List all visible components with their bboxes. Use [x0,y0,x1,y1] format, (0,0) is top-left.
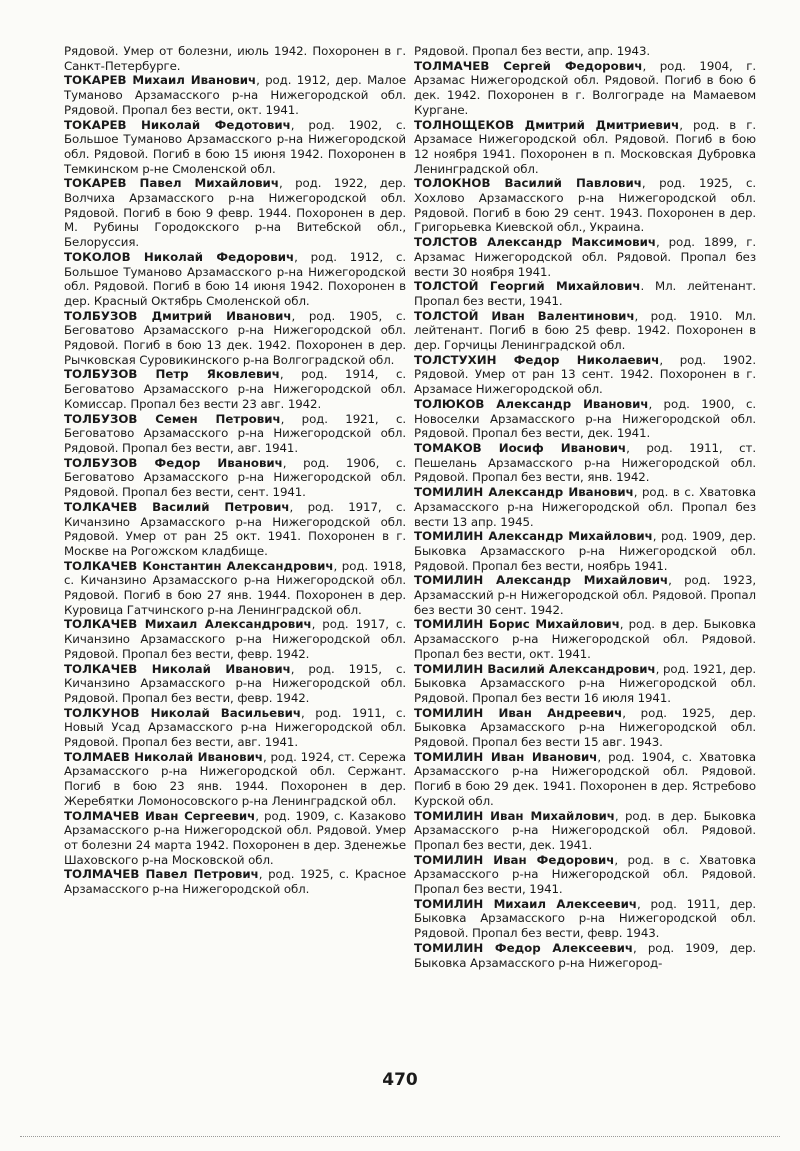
entry [64,176,406,250]
entry [64,559,406,618]
entry-text: , род. 1917, с. Кичанзино Арзамасского р-на Нижегородской обл. Рядовой. Умер от ран 25 окт. 1941. Похоронен в г. Москве на Рогожском кладбище. [64,499,406,558]
entry-name: ТОКАРЕВ Николай Федотович [64,117,291,132]
entry-text: , род. 1922, дер. Волчиха Арзамасского р-на Нижегородской обл. Рядовой. Погиб в бою 9 февр. 1944. Похоронен в дер. М. Рубины Городокского р-на Витебской обл., Белоруссия. [64,176,406,250]
entry [414,529,756,573]
entry [414,44,756,59]
entry-text: , род. 1902. Рядовой. Умер от ран 13 сент. 1942. Похоронен в г. Арзамасе Нижегородской обл. [414,352,756,397]
entry [64,118,406,177]
entry [414,118,756,177]
entry-text: , род. 1911, с. Новый Усад Арзамасского р-на Нижегородской обл. Рядовой. Пропал без вести, авг. 1941. [64,705,406,750]
entry-text: , род. 1923, Арзамасский р-н Нижегородской обл. Рядовой. Пропал без вести 30 сент. 1942. [414,573,756,617]
entry-text: , род. 1912, дер. Малое Туманово Арзамасского р-на Нижегородской обл. Рядовой. Пропал без вести, окт. 1941. [64,73,406,117]
entry-text: , род. 1904, с. Хватовка Арзамасского р-на Нижегородской обл. Рядовой. Погиб в бою 29 дек. 1941. Похоронен в дер. Ястребово Курской обл. [414,749,756,808]
entry [414,706,756,750]
entry-name: ТОМИЛИН Василий Александрович [414,661,656,676]
entry-name: ТОЛСТОЙ Иван Валентинович [414,308,635,323]
entry [414,235,756,279]
entry [414,662,756,706]
entry [64,706,406,750]
entry-text: , род. 1911, ст. Пешелань Арзамасского р-на Нижегородской обл. Рядовой. Пропал без вести, янв. 1942. [414,440,756,485]
entry [414,750,756,809]
entry-name: ТОМИЛИН Александр Иванович [414,485,634,500]
entry-name: ТОЛЮКОВ Александр Иванович [414,396,649,411]
scan-edge-divider [20,1136,780,1139]
entry-name: ТОЛКАЧЕВ Николай Иванович [64,661,291,676]
entry-name: ТОЛБУЗОВ Дмитрий Иванович [64,308,292,323]
entry [414,279,756,308]
page-number: 470 [382,1070,418,1090]
entry [414,176,756,235]
entry-name: ТОКАРЕВ Михаил Иванович [64,73,257,88]
entry [414,59,756,118]
entry-text: , род. 1925, с. Хохлово Арзамасского р-на Нижегородской обл. Рядовой. Погиб в бою 29 сент. 1943. Похоронен в дер. Григорьевка Киевской обл., Украина. [414,176,756,235]
entry [64,867,406,896]
entry-name: ТОМИЛИН Иван Иванович [414,749,598,764]
entry-text: , род. 1904, г. Арзамас Нижегородской обл. Рядовой. Погиб в бою 6 дек. 1942. Похоронен в г. Волгограде на Мамаевом Кургане. [414,58,756,117]
entry-text: , род. 1910. Мл. лейтенант. Погиб в бою 25 февр. 1942. Похоронен в дер. Горчицы Ленинградской обл. [414,308,756,353]
entry-name: ТОКОЛОВ Николай Федорович [64,249,295,264]
entry [414,897,756,941]
entry-text: , род. 1900, с. Новоселки Арзамасского р-на Нижегородской обл. Рядовой. Пропал без вести, дек. 1941. [414,396,756,441]
entry-text: , род. 1921, с. Беговатово Арзамасского р-на Нижегородской обл. Рядовой. Пропал без вести, авг. 1941. [64,411,406,455]
entry-name: ТОЛСТОЙ Георгий Михайлович [414,279,641,294]
entry-name: ТОЛКУНОВ Николай Васильевич [64,705,301,720]
entry-text: Рядовой. Пропал без вести, апр. 1943. [414,44,651,58]
entry-name: ТОКАРЕВ Павел Михайлович [64,176,279,191]
entry [414,617,756,661]
entry [64,412,406,456]
entry [64,809,406,868]
entry-text: , род. в дер. Быковка Арзамасского р-на Нижегородской обл. Рядовой. Пропал без вести, дек. 1941. [414,808,756,852]
entry [64,617,406,661]
entry-name: ТОМИЛИН Иван Андреевич [414,705,623,720]
entry [64,750,406,809]
entry-text: , род. в с. Хватовка Арзамасского р-на Нижегородской обл. Рядовой. Пропал без вести, 1941. [414,852,757,897]
entry-name: ТОЛСТОВ Александр Максимович [414,235,656,250]
entry-name: ТОМИЛИН Александр Михайлович [414,573,669,588]
entry [414,573,756,617]
entry [414,485,756,529]
entry [414,809,756,853]
entry-text: , род. в с. Хватовка Арзамасского р-на Нижегородской обл. Пропал без вести 13 апр. 1945. [414,485,756,529]
entry-name: ТОМИЛИН Михаил Алексеевич [414,896,637,911]
entry [414,397,756,441]
entry [64,250,406,309]
entry-name: ТОЛМАЧЕВ Сергей Федорович [414,58,643,73]
entry-name: ТОЛМАЕВ Николай Иванович [64,749,263,764]
entry-text: , род. 1917, с. Кичанзино Арзамасского р-на Нижегородской обл. Рядовой. Пропал без вести, февр. 1942. [64,617,406,661]
entry-text: , род. в дер. Быковка Арзамасского р-на Нижегородской обл. Рядовой. Пропал без вести, окт. 1941. [414,617,756,661]
entry [414,941,756,970]
entry [414,353,756,397]
entry-text: , род. 1925, с. Красное Арзамасского р-на Нижегородской обл. [64,867,406,897]
entry-text: , род. 1911, дер. Быковка Арзамасского р-на Нижегородской обл. Рядовой. Пропал без вести, февр. 1943. [414,896,756,941]
entry [64,367,406,411]
entry-text: , род. 1915, с. Кичанзино Арзамасского р-на Нижегородской обл. Рядовой. Пропал без вести, февр. 1942. [64,661,406,705]
entry-name: ТОЛБУЗОВ Семен Петрович [64,411,281,426]
entry-text: , род. 1921, дер. Быковка Арзамасского р-на Нижегородской обл. Рядовой. Пропал без вести 16 июля 1941. [414,661,756,705]
entry-name: ТОМАКОВ Иосиф Иванович [414,440,627,455]
entry-name: ТОМИЛИН Иван Федорович [414,852,615,867]
right-column [414,44,756,970]
entry-name: ТОЛКАЧЕВ Василий Петрович [64,499,290,514]
entry-text: , род. 1914, с. Беговатово Арзамасского р-на Нижегородской обл. Комиссар. Пропал без вести 23 авг. 1942. [64,367,406,411]
entry [64,73,406,117]
entry-text: , род. 1924, ст. Сережа Арзамасского р-на Нижегородской обл. Сержант. Погиб в бою 23 янв. 1944. Похоронен в дер. Жеребятки Ломоносовского р-на Ленинградской обл. [64,749,406,808]
entry-name: ТОМИЛИН Иван Михайлович [414,808,615,823]
entry-name: ТОЛНОЩЕКОВ Дмитрий Дмитриевич [414,117,680,132]
entry-name: ТОМИЛИН Александр Михайлович [414,529,653,544]
entry-name: ТОЛБУЗОВ Федор Иванович [64,455,283,470]
entry [64,44,406,73]
entry [64,309,406,368]
entry-name: ТОМИЛИН Федор Алексеевич [414,940,633,955]
entry-text: Рядовой. Умер от болезни, июль 1942. Похоронен в г. Санкт-Петербурге. [64,44,406,73]
entry [64,500,406,559]
entry-text: , род. 1909, дер. Быковка Арзамасского р-на Нижегород- [414,940,757,970]
entry-name: ТОЛСТУХИН Федор Николаевич [414,352,660,367]
entry-text: . Мл. лейтенант. Пропал без вести, 1941. [414,279,756,308]
entry-text: , род. 1909, с. Казаково Арзамасского р-на Нижегородской обл. Рядовой. Умер от болезни 24 марта 1942. Похоронен в дер. Зденежье Шаховского р-на Московской обл. [64,808,407,867]
entry-text: , род. 1918, с. Кичанзино Арзамасского р-на Нижегородской обл. Рядовой. Погиб в бою 27 янв. 1944. Похоронен в дер. Куровица Гатчинского р-на Ленинградской обл. [64,558,407,617]
entry-name: ТОЛБУЗОВ Петр Яковлевич [64,367,280,382]
entry [414,441,756,485]
entry-text: , род. в г. Арзамасе Нижегородской обл. Рядовой. Погиб в бою 12 ноября 1941. Похоронен в п. Московская Дубровка Ленинградской обл. [414,117,756,176]
entry-name: ТОЛКАЧЕВ Константин Александрович [64,558,334,573]
entry-name: ТОЛОКНОВ Василий Павлович [414,176,642,191]
entry-text: , род. 1909, дер. Быковка Арзамасского р-на Нижегородской обл. Рядовой. Пропал без вести, ноябрь 1941. [414,529,757,573]
entry-name: ТОМИЛИН Борис Михайлович [414,617,620,632]
left-column [64,44,406,897]
entry [64,456,406,500]
entry [64,662,406,706]
entry-text: , род. 1899, г. Арзамас Нижегородской обл. Рядовой. Пропал без вести 30 ноября 1941. [414,235,756,279]
entry-name: ТОЛМАЧЕВ Павел Петрович [64,867,259,882]
entry-text: , род. 1906, с. Беговатово Арзамасского р-на Нижегородской обл. Рядовой. Пропал без вести, сент. 1941. [64,455,406,500]
entry-name: ТОЛКАЧЕВ Михаил Александрович [64,617,312,632]
entry-text: , род. 1902, с. Большое Туманово Арзамасского р-на Нижегородской обл. Рядовой. Погиб в бою 15 июня 1942. Похоронен в Темкинском р-не Смоленской обл. [64,117,407,176]
entry-text: , род. 1925, дер. Быковка Арзамасского р-на Нижегородской обл. Рядовой. Пропал без вести 15 авг. 1943. [414,705,756,750]
entry [414,309,756,353]
entry-name: ТОЛМАЧЕВ Иван Сергеевич [64,808,256,823]
entry-text: , род. 1905, с. Беговатово Арзамасского р-на Нижегородской обл. Рядовой. Погиб в бою 13 дек. 1942. Похоронен в дер. Рычковская Суровикинского р-на Волгоградской обл. [64,308,406,367]
entry [414,853,756,897]
entry-text: , род. 1912, с. Большое Туманово Арзамасского р-на Нижегородской обл. Рядовой. Погиб в бою 14 июня 1942. Похоронен в дер. Красный Октябрь Смоленской обл. [64,249,407,308]
